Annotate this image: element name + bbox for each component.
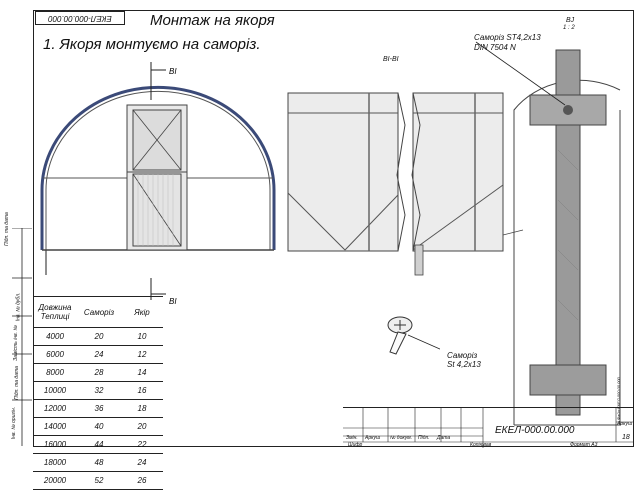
- cell-screw: 44: [77, 436, 121, 454]
- table-row: [33, 472, 163, 490]
- table-row: [33, 418, 163, 436]
- cell-screw: 48: [77, 454, 121, 472]
- cell-anchor: 22: [121, 436, 163, 454]
- tb-file-note: Файл:ЕКЕЛ-000.00.000: [616, 377, 621, 420]
- header-length: Довжина Теплиці: [33, 297, 77, 328]
- title-block-sheet-number: 18: [622, 434, 630, 441]
- tb-col-sheet: Аркуш: [365, 435, 381, 441]
- cell-anchor: 24: [121, 454, 163, 472]
- cell-length: 16000: [33, 436, 77, 454]
- stamp-doc-code: ЕКЕЛ-000.00.000: [35, 11, 125, 25]
- side-label-4: Підп. та дата: [13, 366, 20, 400]
- table-row: [33, 454, 163, 472]
- screw-callout-line1: Саморіз: [447, 351, 478, 360]
- section-mark-bottom: ВІ: [169, 297, 177, 306]
- section-mark-top: ВІ: [169, 67, 177, 76]
- table-row: [33, 436, 163, 454]
- cell-screw: 28: [77, 364, 121, 382]
- cell-length: 8000: [33, 364, 77, 382]
- table-header-row: [33, 297, 163, 328]
- cell-screw: 24: [77, 346, 121, 364]
- quantities-table: [33, 296, 163, 490]
- cell-anchor: 10: [121, 328, 163, 346]
- cell-length: 12000: [33, 400, 77, 418]
- screw-callout-line2: St 4,2x13: [447, 360, 481, 369]
- cell-anchor: 20: [121, 418, 163, 436]
- cell-screw: 40: [77, 418, 121, 436]
- section-label: ВІ-ВІ: [383, 56, 399, 63]
- cell-anchor: 18: [121, 400, 163, 418]
- detail-scale: 1 : 2: [563, 25, 575, 31]
- tb-code: Шифр: [348, 442, 363, 448]
- cell-screw: 36: [77, 400, 121, 418]
- header-screw: Саморіз: [77, 297, 121, 328]
- detail-label: BJ: [566, 17, 575, 24]
- cell-length: 14000: [33, 418, 77, 436]
- table-row: [33, 328, 163, 346]
- table-row: [33, 382, 163, 400]
- tb-col-date: Дата: [437, 435, 451, 441]
- cell-length: 6000: [33, 346, 77, 364]
- screw-icon: [380, 310, 440, 365]
- side-label-3: Замість інв. №: [12, 325, 19, 361]
- cell-length: 18000: [33, 454, 77, 472]
- table-row: [33, 364, 163, 382]
- greenhouse-front-view: [38, 60, 288, 310]
- cell-screw: 32: [77, 382, 121, 400]
- table-body: [33, 328, 163, 490]
- cell-anchor: 16: [121, 382, 163, 400]
- cell-length: 20000: [33, 472, 77, 490]
- header-anchor: Якір: [121, 297, 163, 328]
- side-label-2: Інв. № дубл.: [15, 292, 22, 322]
- side-label-5: Інв. № оригін.: [11, 406, 18, 440]
- side-label-1: Підп. та дата: [4, 212, 10, 246]
- step-instruction: 1. Якоря монтуємо на саморіз.: [43, 36, 261, 53]
- detail-bj-view: [470, 30, 635, 445]
- table-row: [33, 400, 163, 418]
- page-title: Монтаж на якоря: [150, 12, 275, 29]
- title-block: [343, 407, 634, 447]
- tb-col-zmin: Змін.: [346, 435, 358, 441]
- cell-length: 4000: [33, 328, 77, 346]
- cell-screw: 52: [77, 472, 121, 490]
- cell-anchor: 26: [121, 472, 163, 490]
- tb-col-sign: Підп.: [418, 435, 430, 441]
- cell-anchor: 12: [121, 346, 163, 364]
- title-block-doc-code: ЕКЕЛ-000.00.000: [495, 425, 575, 436]
- screw-spec-line1: Саморіз ST4,2x13: [474, 33, 541, 42]
- cell-length: 10000: [33, 382, 77, 400]
- tb-copied: Копіював: [470, 442, 492, 448]
- tb-format: Формат А3: [570, 442, 598, 448]
- tb-col-doc: № докум.: [390, 435, 413, 441]
- screw-spec-line2: DIN 7504 N: [474, 43, 516, 52]
- table-row: [33, 346, 163, 364]
- title-block-sheet-label: Аркуш: [617, 421, 633, 427]
- cell-screw: 20: [77, 328, 121, 346]
- cell-anchor: 14: [121, 364, 163, 382]
